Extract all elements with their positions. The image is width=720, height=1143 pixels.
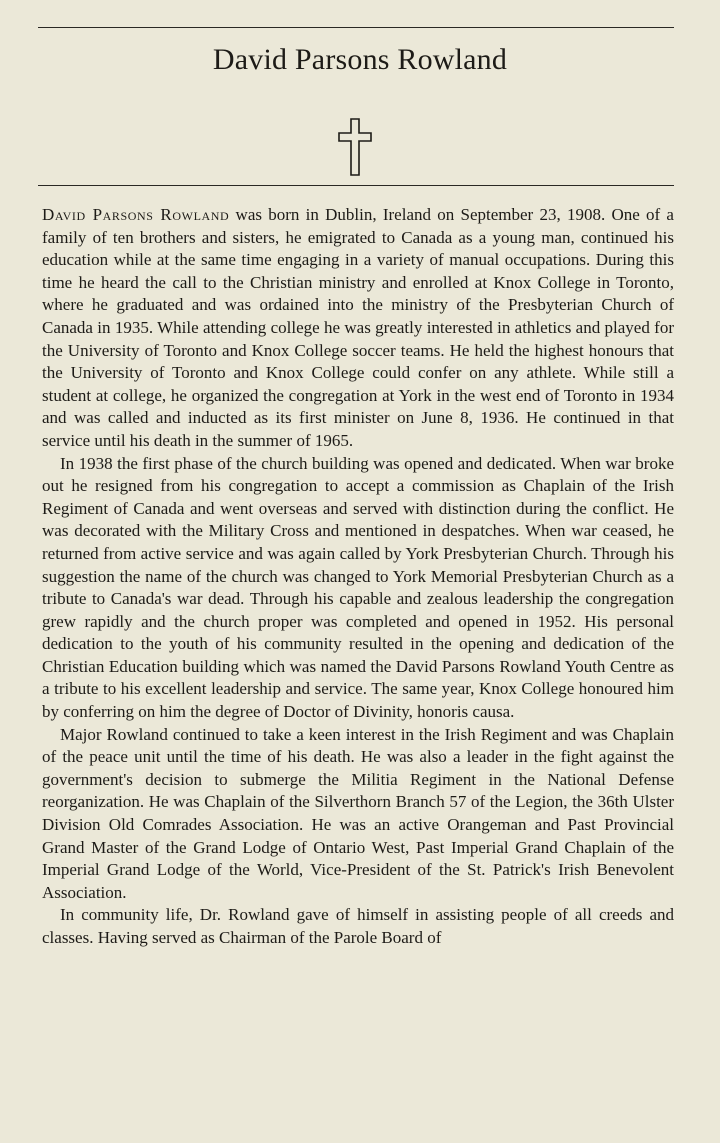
paragraph-1 [42,204,674,453]
lead-name: David Parsons Rowland [42,205,230,224]
article-body [42,204,674,950]
section-rule [38,185,674,186]
paragraph-3: Major Rowland continued to take a keen interest in the Irish Regiment and was Chaplain of the peace unit until the time of his death. He was also a leader in the fight against the government's decision to submerge the Militia Regiment in the National Defense reorganization. He was Chaplain of the Silverthorn Branch 57 of the Legion, the 36th Ulster Division Old Comrades Association. He was an active Orangeman and Past Provincial Grand Master of the Grand Lodge of Ontario West, Past Imperial Grand Chaplain of the Imperial Grand Lodge of the World, Vice-President of the St. Patrick's Irish Benevolent Association. [42,724,674,902]
page-title: David Parsons Rowland [212,43,508,76]
paragraph-4: In community life, Dr. Rowland gave of himself in assisting people of all creeds and classes. Having served as Chairman of the Parole Board of [42,905,674,947]
paragraph-1-text: was born in Dublin, Ireland on September 23, 1908. One of a family of ten brothers and sisters, he emigrated to Canada as a young man, continued his education while at the same time engaging in a variety of manual occupations. During this time he heard the call to the Christian ministry and enrolled at Knox College in Toronto, where he graduated and was ordained into the ministry of the Presbyterian Church of Canada in 1935. While attending college he was greatly interested in athletics and played for the University of Toronto and Knox College soccer teams. He held the highest honours that the University of Toronto and Knox College could confer on any athlete. While still a student at college, he organized the congregation at York in the west end of Toronto in 1934 and was called and inducted as its first minister on June 8, 1936. He continued in that service until his death in the summer of 1965. [42,205,674,450]
cross-icon [338,118,372,176]
paragraph-2: In 1938 the first phase of the church building was opened and dedicated. When war broke out he resigned from his congregation to accept a commission as Chaplain of the Irish Regiment of Canada and went overseas and served with distinction during the conflict. He was decorated with the Military Cross and mentioned in despatches. When war ceased, he returned from active service and was again called by York Presbyterian Church. Through his suggestion the name of the church was changed to York Memorial Presbyterian Church as a tribute to Canada's war dead. Through his capable and zealous leadership the congregation grew rapidly and the church proper was completed and opened in 1952. His personal dedication to the youth of his community resulted in the opening and dedication of the Christian Education building which was named the David Parsons Rowland Youth Centre as a tribute to his excellent leadership and service. The same year, Knox College honoured him by conferring on him the degree of Doctor of Divinity, honoris causa. [42,453,674,722]
top-rule [38,27,674,28]
